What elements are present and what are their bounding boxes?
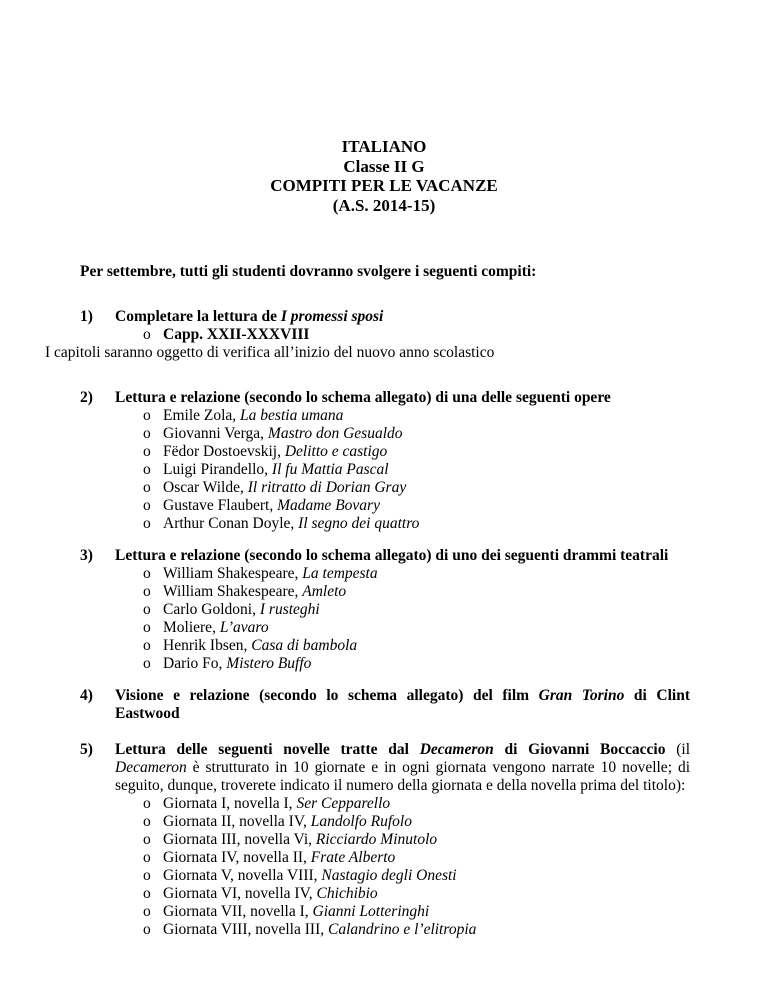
list-item bbox=[143, 461, 690, 479]
item-work: Landolfo Rufolo bbox=[310, 813, 412, 830]
bullet-marker: o bbox=[143, 813, 151, 830]
list-item bbox=[143, 813, 690, 831]
item-work: Ricciardo Minutolo bbox=[315, 831, 438, 848]
item-work: Amleto bbox=[302, 583, 347, 600]
section-4 bbox=[80, 687, 690, 723]
item-work: Nastagio degli Onesti bbox=[321, 867, 457, 884]
list-item bbox=[143, 601, 690, 619]
list-item bbox=[143, 326, 690, 344]
bullet-marker: o bbox=[143, 443, 151, 460]
item-work: Delitto e castigo bbox=[284, 443, 388, 460]
list-item bbox=[143, 637, 690, 655]
item-reference: Giornata VIII, novella III, bbox=[163, 921, 328, 938]
section-heading bbox=[115, 741, 690, 795]
section-heading bbox=[115, 687, 690, 723]
list-item bbox=[143, 795, 690, 813]
section-3 bbox=[80, 547, 690, 673]
section-heading: Lettura e relazione (secondo lo schema allegato) di una delle seguenti opere bbox=[115, 389, 611, 406]
body-text: (il bbox=[665, 741, 691, 758]
intro-text: Per settembre, tutti gli studenti dovranno svolgere i seguenti compiti: bbox=[80, 263, 537, 280]
heading-text-end: di Clint Eastwood bbox=[115, 687, 691, 722]
list-item bbox=[143, 515, 690, 533]
item-author: Gustave Flaubert, bbox=[163, 497, 278, 514]
bullet-marker: o bbox=[143, 655, 151, 672]
bullet-marker: o bbox=[143, 425, 151, 442]
item-text: Capp. XXII-XXXVIII bbox=[163, 326, 310, 343]
novel-list bbox=[80, 407, 690, 533]
list-item bbox=[143, 497, 690, 515]
section-number: 5) bbox=[80, 741, 93, 758]
item-reference: Giornata II, novella IV, bbox=[163, 813, 311, 830]
bullet-marker: o bbox=[143, 831, 151, 848]
header-school-year: (A.S. 2014-15) bbox=[332, 195, 436, 215]
list-item bbox=[143, 867, 690, 885]
item-author: William Shakespeare, bbox=[163, 583, 303, 600]
header-title: COMPITI PER LE VACANZE bbox=[270, 176, 498, 195]
item-author: Dario Fo, bbox=[163, 655, 227, 672]
item-reference: Giornata IV, novella II, bbox=[163, 849, 311, 866]
item-author: Oscar Wilde, bbox=[163, 479, 248, 496]
bullet-marker: o bbox=[143, 515, 151, 532]
section-number: 3) bbox=[80, 547, 93, 564]
body-book-title: Decameron bbox=[115, 759, 187, 776]
item-author: Giovanni Verga, bbox=[163, 425, 268, 442]
item-work: Casa di bambola bbox=[251, 637, 358, 654]
section-note: I capitoli saranno oggetto di verifica all’inizio del nuovo anno scolastico bbox=[45, 344, 495, 361]
body-text-end: è strutturato in 10 giornate e in ogni giornata vengono narrate 10 novelle; di seguito, dunque, troverete indicato il numero della giornata e della novella prima del titolo): bbox=[115, 759, 690, 794]
list-item bbox=[143, 849, 690, 867]
item-work: Frate Alberto bbox=[310, 849, 396, 866]
item-work: Mastro don Gesualdo bbox=[267, 425, 403, 442]
bullet-marker: o bbox=[143, 407, 151, 424]
novella-list bbox=[80, 795, 690, 939]
item-work: I rusteghi bbox=[259, 601, 320, 618]
bullet-marker: o bbox=[143, 479, 151, 496]
drama-list bbox=[80, 565, 690, 673]
list-item bbox=[143, 619, 690, 637]
item-work: Ser Cepparello bbox=[296, 795, 391, 812]
bullet-marker: o bbox=[143, 497, 151, 514]
section-number: 2) bbox=[80, 389, 93, 406]
heading-book-title: Decameron bbox=[419, 741, 494, 758]
list-item bbox=[143, 443, 690, 461]
item-work: La bestia umana bbox=[240, 407, 344, 424]
item-work: La tempesta bbox=[302, 565, 378, 582]
list-item bbox=[143, 885, 690, 903]
item-author: Arthur Conan Doyle, bbox=[163, 515, 299, 532]
bullet-marker: o bbox=[143, 601, 151, 618]
section-heading: Lettura e relazione (secondo lo schema allegato) di uno dei seguenti drammi teatrali bbox=[115, 547, 669, 564]
heading-text: Lettura delle seguenti novelle tratte dal bbox=[115, 741, 420, 758]
item-reference: Giornata I, novella I, bbox=[163, 795, 297, 812]
bullet-marker: o bbox=[143, 326, 151, 343]
header-subject: ITALIANO bbox=[341, 137, 427, 156]
bullet-marker: o bbox=[143, 583, 151, 600]
list-item bbox=[143, 479, 690, 497]
item-work: Chichibio bbox=[316, 885, 378, 902]
item-work: Il fu Mattia Pascal bbox=[271, 461, 389, 478]
bullet-marker: o bbox=[143, 637, 151, 654]
item-author: Luigi Pirandello, bbox=[163, 461, 272, 478]
section-number: 4) bbox=[80, 687, 93, 704]
document-header bbox=[0, 137, 768, 215]
list-item bbox=[143, 903, 690, 921]
heading-text: Completare la lettura de bbox=[115, 308, 281, 325]
header-class: Classe II G bbox=[343, 156, 425, 176]
item-author: Fëdor Dostoevskij, bbox=[163, 443, 285, 460]
bullet-marker: o bbox=[143, 867, 151, 884]
section-1 bbox=[45, 308, 690, 362]
item-work: Gianni Lotteringhi bbox=[312, 903, 430, 920]
section-2 bbox=[80, 389, 690, 533]
item-work: L’avaro bbox=[219, 619, 269, 636]
list-item bbox=[143, 655, 690, 673]
heading-author: di Giovanni Boccaccio bbox=[493, 741, 666, 758]
bullet-marker: o bbox=[143, 903, 151, 920]
item-author: William Shakespeare, bbox=[163, 565, 303, 582]
section-number: 1) bbox=[80, 308, 93, 325]
heading-film-title: Gran Torino bbox=[538, 687, 625, 704]
bullet-marker: o bbox=[143, 849, 151, 866]
item-reference: Giornata V, novella VIII, bbox=[163, 867, 322, 884]
item-reference: Giornata VI, novella IV, bbox=[163, 885, 317, 902]
list-item bbox=[143, 583, 690, 601]
bullet-marker: o bbox=[143, 921, 151, 938]
list-item bbox=[143, 921, 690, 939]
item-author: Henrik Ibsen, bbox=[163, 637, 252, 654]
item-reference: Giornata III, novella Vi, bbox=[163, 831, 316, 848]
bullet-marker: o bbox=[143, 795, 151, 812]
item-work: Madame Bovary bbox=[277, 497, 380, 514]
item-work: Mistero Buffo bbox=[226, 655, 312, 672]
item-work: Il ritratto di Dorian Gray bbox=[247, 479, 407, 496]
list-item bbox=[143, 407, 690, 425]
chapter-list bbox=[80, 326, 690, 344]
section-heading bbox=[115, 308, 690, 326]
item-author: Moliere, bbox=[163, 619, 220, 636]
item-work: Il segno dei quattro bbox=[298, 515, 420, 532]
list-item bbox=[143, 831, 690, 849]
bullet-marker: o bbox=[143, 885, 151, 902]
section-5 bbox=[80, 741, 690, 939]
bullet-marker: o bbox=[143, 565, 151, 582]
item-author: Carlo Goldoni, bbox=[163, 601, 260, 618]
item-reference: Giornata VII, novella I, bbox=[163, 903, 313, 920]
heading-text: Visione e relazione (secondo lo schema allegato) del film bbox=[115, 687, 539, 704]
item-author: Emile Zola, bbox=[163, 407, 241, 424]
list-item bbox=[143, 425, 690, 443]
item-work: Calandrino e l’elitropia bbox=[327, 921, 477, 938]
bullet-marker: o bbox=[143, 461, 151, 478]
bullet-marker: o bbox=[143, 619, 151, 636]
list-item bbox=[143, 565, 690, 583]
heading-title: I promessi sposi bbox=[280, 308, 384, 325]
